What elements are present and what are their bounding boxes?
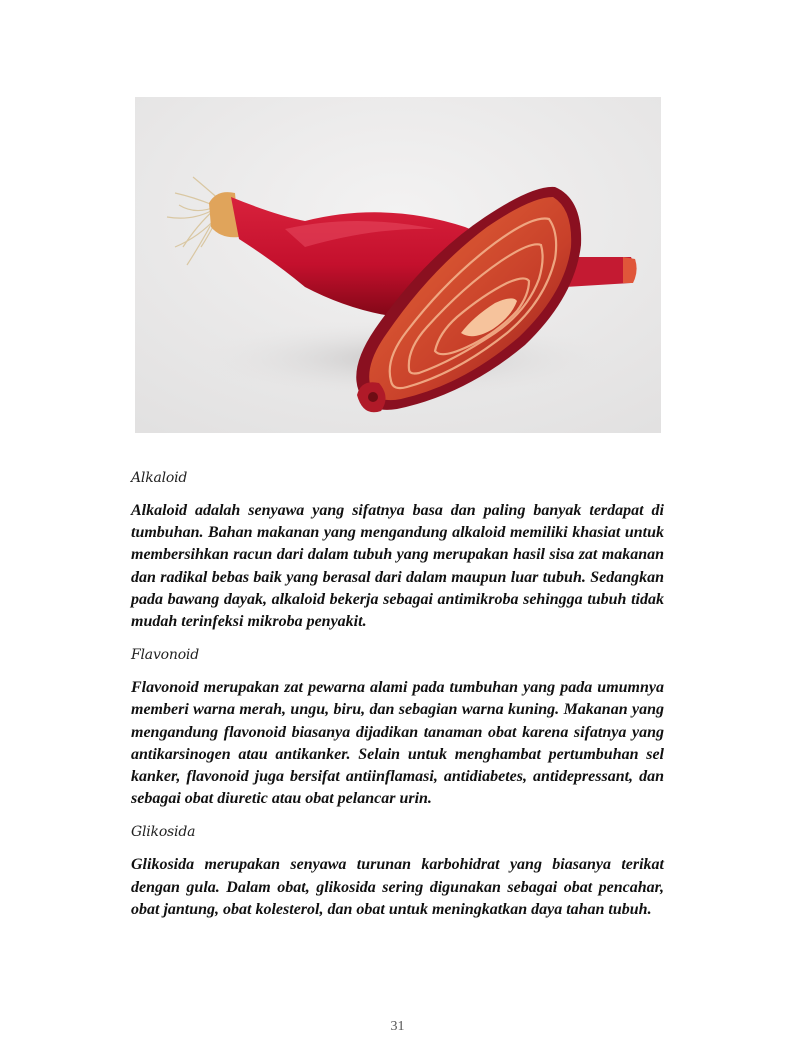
section-paragraph: Alkaloid adalah senyawa yang sifatnya basa dan paling banyak terdapat di tumbuhan. Bahan makanan yang mengandung alkaloid memiliki khasiat untuk membersihkan racun dari dalam tubuh yang merupakan hasil sisa zat makanan dan radikal bebas baik yang berasal dari dalam maupun luar tubuh. Sedangkan pada bawang dayak, alkaloid bekerja sebagai antimikroba sehingga tubuh tidak mudah terinfeksi mikroba penyakit. [131,502,664,631]
section-heading: Flavonoid [131,647,199,664]
shallot-photo [135,97,661,433]
section-flavonoid [131,644,664,810]
section-paragraph: Flavonoid merupakan zat pewarna alami pada tumbuhan yang pada umumnya memberi warna merah, ungu, biru, dan sebagian warna kuning. Makanan yang mengandung flavonoid biasanya dijadikan tanaman obat karena sifatnya yang antikarsinogen atau antikanker. Selain untuk menghambat pertumbuhan sel kanker, flavonoid juga bersifat antiinflamasi, antidiabetes, antidepressant, dan sebagai obat diuretic atau obat pelancar urin. [131,679,664,808]
document-body [131,467,664,932]
section-alkaloid [131,467,664,633]
shallot-illustration [135,97,661,433]
section-heading: Alkaloid [131,470,188,486]
section-paragraph: Glikosida merupakan senyawa turunan karbohidrat yang biasanya terikat dengan gula. Dalam obat, glikosida sering digunakan sebagai obat pencahar, obat jantung, obat kolesterol, dan obat untuk meningkatkan daya tahan tubuh. [131,856,664,918]
section-heading: Glikosida [131,824,196,841]
page-number: 31 [390,1019,405,1034]
section-glikosida [131,821,664,921]
